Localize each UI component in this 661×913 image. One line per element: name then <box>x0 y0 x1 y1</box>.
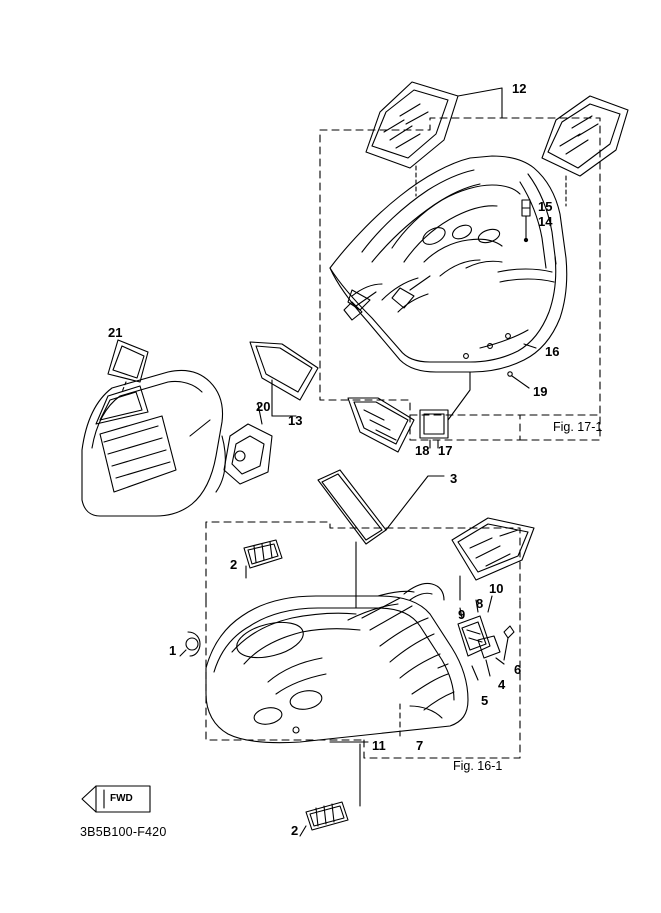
callout-7: 7 <box>416 738 424 753</box>
diagram-part-number: 3B5B100-F420 <box>80 825 167 839</box>
callout-12-top: 12 <box>512 81 527 96</box>
callout-19: 19 <box>533 384 548 399</box>
callout-14: 14 <box>538 214 553 229</box>
callout-5: 5 <box>481 693 489 708</box>
callout-4: 4 <box>498 677 506 692</box>
figure-ref-17-1: Fig. 17-1 <box>553 420 603 434</box>
callout-2-upper: 2 <box>230 557 238 572</box>
callout-11: 11 <box>372 738 386 753</box>
callout-8: 8 <box>476 596 484 611</box>
callout-16: 16 <box>545 344 560 359</box>
callout-9: 9 <box>458 607 466 622</box>
callout-6: 6 <box>514 662 522 677</box>
callout-15: 15 <box>538 199 553 214</box>
callout-21: 21 <box>108 325 123 340</box>
figure-ref-16-1: Fig. 16-1 <box>453 759 503 773</box>
callout-13: 13 <box>288 413 303 428</box>
callout-20: 20 <box>256 399 271 414</box>
callout-1: 1 <box>169 643 177 658</box>
callout-10: 10 <box>489 581 504 596</box>
callout-17: 17 <box>438 443 453 458</box>
callout-18: 18 <box>415 443 430 458</box>
callout-3: 3 <box>450 471 458 486</box>
fwd-direction-label: FWD <box>110 793 133 804</box>
callout-2-lower: 2 <box>291 823 299 838</box>
